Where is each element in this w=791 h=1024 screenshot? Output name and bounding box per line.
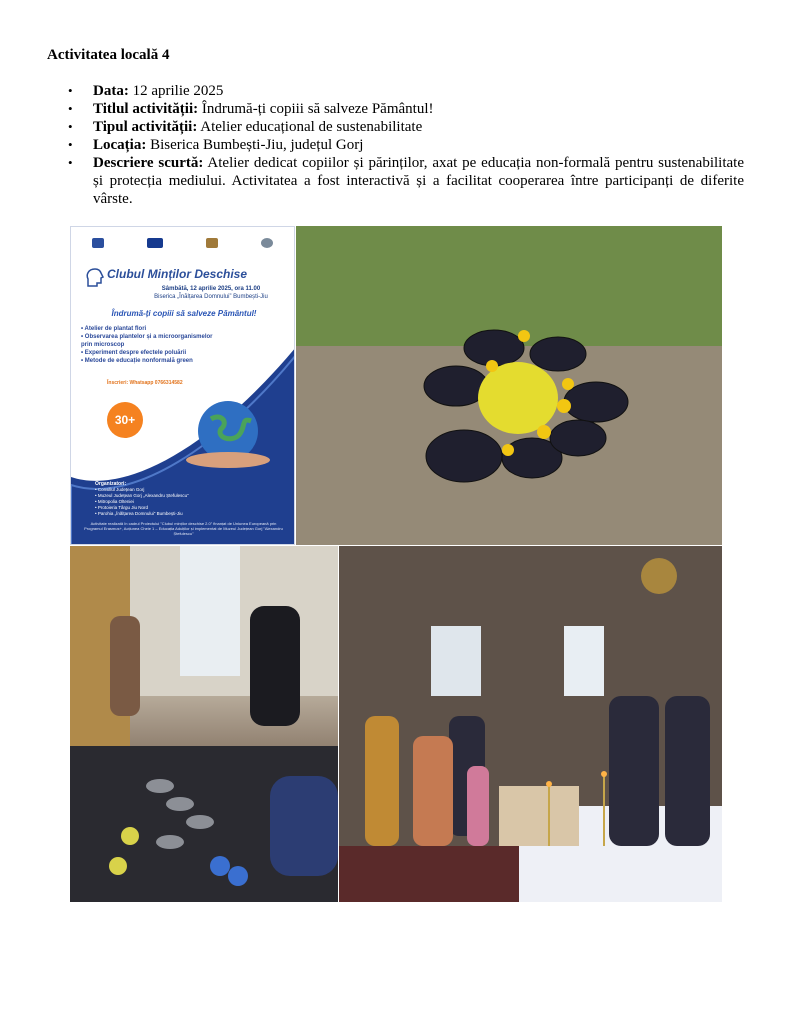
org-title: Organizatori: xyxy=(95,481,127,487)
children-workshop-illustration xyxy=(70,546,338,902)
detail-title xyxy=(47,100,744,118)
county-council-logo xyxy=(92,238,104,248)
detail-value: Îndrumă-ți copiii să salveze Pământul! xyxy=(201,101,434,117)
detail-label: Descriere scurtă: xyxy=(93,155,204,171)
poster-footer: Activitate realizată în cadrul Proiectului "Clubul minților deschise 2.0" finanțat de Uniunea Europeană prin Programul Erasmus+, Acțiunea Cheie 1 – Educația Adulților și implementat de Muzeul Județean Gorj "Alexandru Ștefulescu" xyxy=(84,521,283,536)
detail-label: Data: xyxy=(93,83,129,99)
bullet: • xyxy=(68,155,73,170)
detail-value: Biserica Bumbești-Jiu, județul Gorj xyxy=(150,137,364,153)
poster-whatsapp: Înscrieri: Whatsapp 0766314582 xyxy=(107,380,183,386)
activity-details-list xyxy=(47,82,744,208)
org-item: • Parohia „Înălțarea Domnului” Bumbești-Jiu xyxy=(95,511,183,516)
stone-flower-photo xyxy=(296,226,722,545)
detail-location xyxy=(47,136,744,154)
poster-date xyxy=(131,285,291,301)
poster-place-line: Biserica „Înălțarea Domnului” Bumbești-Jiu xyxy=(154,294,268,300)
detail-value: Atelier educațional de sustenabilitate xyxy=(200,119,423,135)
detail-label: Tipul activității: xyxy=(93,119,198,135)
bullet: • xyxy=(68,101,73,116)
poster-logos xyxy=(71,227,294,259)
poster-activity: • Atelier de plantat flori xyxy=(81,326,147,332)
poster-activity: • Observarea plantelor și a microorganismelor prin microscop xyxy=(81,334,213,348)
org-item: • Consiliul Județean Gorj xyxy=(95,487,145,492)
detail-label: Titlul activității: xyxy=(93,101,199,117)
head-profile-icon xyxy=(85,267,105,289)
church-logo xyxy=(206,238,218,248)
event-poster xyxy=(70,226,295,545)
stone-flower-illustration xyxy=(296,226,722,545)
detail-description xyxy=(47,154,744,208)
detail-date xyxy=(47,82,744,100)
eu-flag-icon xyxy=(147,238,163,248)
org-item: • Protoieria Târgu Jiu Nord xyxy=(95,505,149,510)
poster-activity: • Metode de educație nonformală green xyxy=(81,358,193,364)
org-item: • Muzeul Județean Gorj „Alexandru Ștefulescu” xyxy=(95,493,189,498)
bullet: • xyxy=(68,119,73,134)
poster-slogan: Îndrumă-ți copiii să salveze Pământul! xyxy=(111,309,257,318)
church-interior-illustration xyxy=(339,546,722,902)
bullet: • xyxy=(68,83,73,98)
poster-organizers xyxy=(95,481,285,517)
poster-club-title: Clubul Minților Deschise xyxy=(107,267,248,281)
detail-value: Atelier dedicat copiilor și părinților, axat pe educația non-formală pentru sustenabilitate și protecția mediului. Activitatea a fost interactivă și a facilitat cooperarea între participanți de diferite vârste. xyxy=(93,155,744,207)
org-item: • Mitropolia Olteniei xyxy=(95,499,134,504)
children-workshop-photo xyxy=(70,546,338,902)
poster-activity: • Experiment despre efectele poluării xyxy=(81,350,187,356)
detail-label: Locația: xyxy=(93,137,147,153)
poster-date-line: Sâmbătă, 12 aprilie 2025, ora 11.00 xyxy=(161,286,261,292)
age-badge: 30+ xyxy=(107,402,143,438)
detail-type xyxy=(47,118,744,136)
bullet: • xyxy=(68,137,73,152)
detail-value: 12 aprilie 2025 xyxy=(132,83,224,99)
section-heading: Activitatea locală 4 xyxy=(47,47,170,63)
church-interior-photo xyxy=(339,546,722,902)
museum-logo xyxy=(261,238,273,248)
